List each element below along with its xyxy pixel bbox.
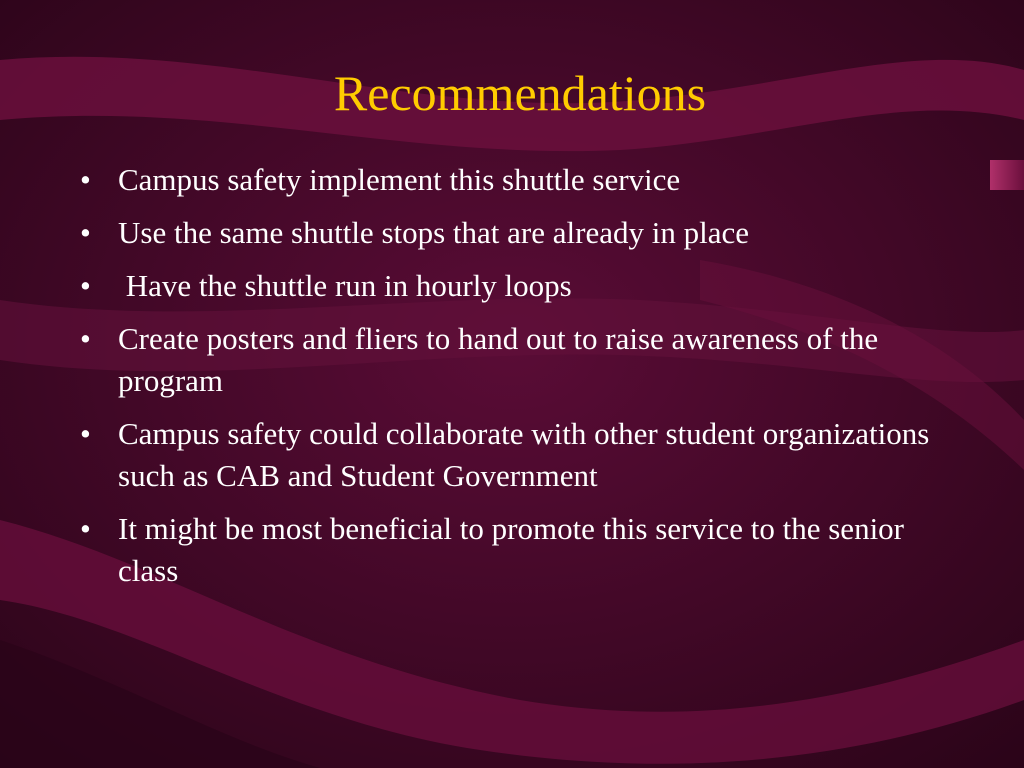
bullet-icon: • — [80, 268, 91, 303]
bullet-text: It might be most beneficial to promote this service to the senior class — [118, 511, 912, 588]
bullet-list — [74, 159, 954, 603]
list-item — [74, 265, 954, 307]
bullet-text: Create posters and fliers to hand out to raise awareness of the program — [118, 321, 886, 398]
bullet-icon: • — [80, 416, 91, 451]
list-item — [74, 159, 954, 201]
bullet-icon: • — [80, 511, 91, 546]
list-item — [74, 318, 954, 402]
bullet-icon: • — [80, 215, 91, 250]
bullet-icon: • — [80, 162, 91, 197]
list-item — [74, 413, 954, 497]
list-item — [74, 212, 954, 254]
bullet-text: Campus safety implement this shuttle service — [118, 162, 681, 197]
slide-title: Recommendations — [333, 65, 707, 121]
list-item — [74, 508, 954, 592]
bullet-text: Campus safety could collaborate with other student organizations such as CAB and Student Government — [118, 416, 938, 493]
bullet-text: Use the same shuttle stops that are already in place — [118, 215, 749, 250]
bullet-text: Have the shuttle run in hourly loops — [118, 268, 572, 303]
bullet-icon: • — [80, 321, 91, 356]
